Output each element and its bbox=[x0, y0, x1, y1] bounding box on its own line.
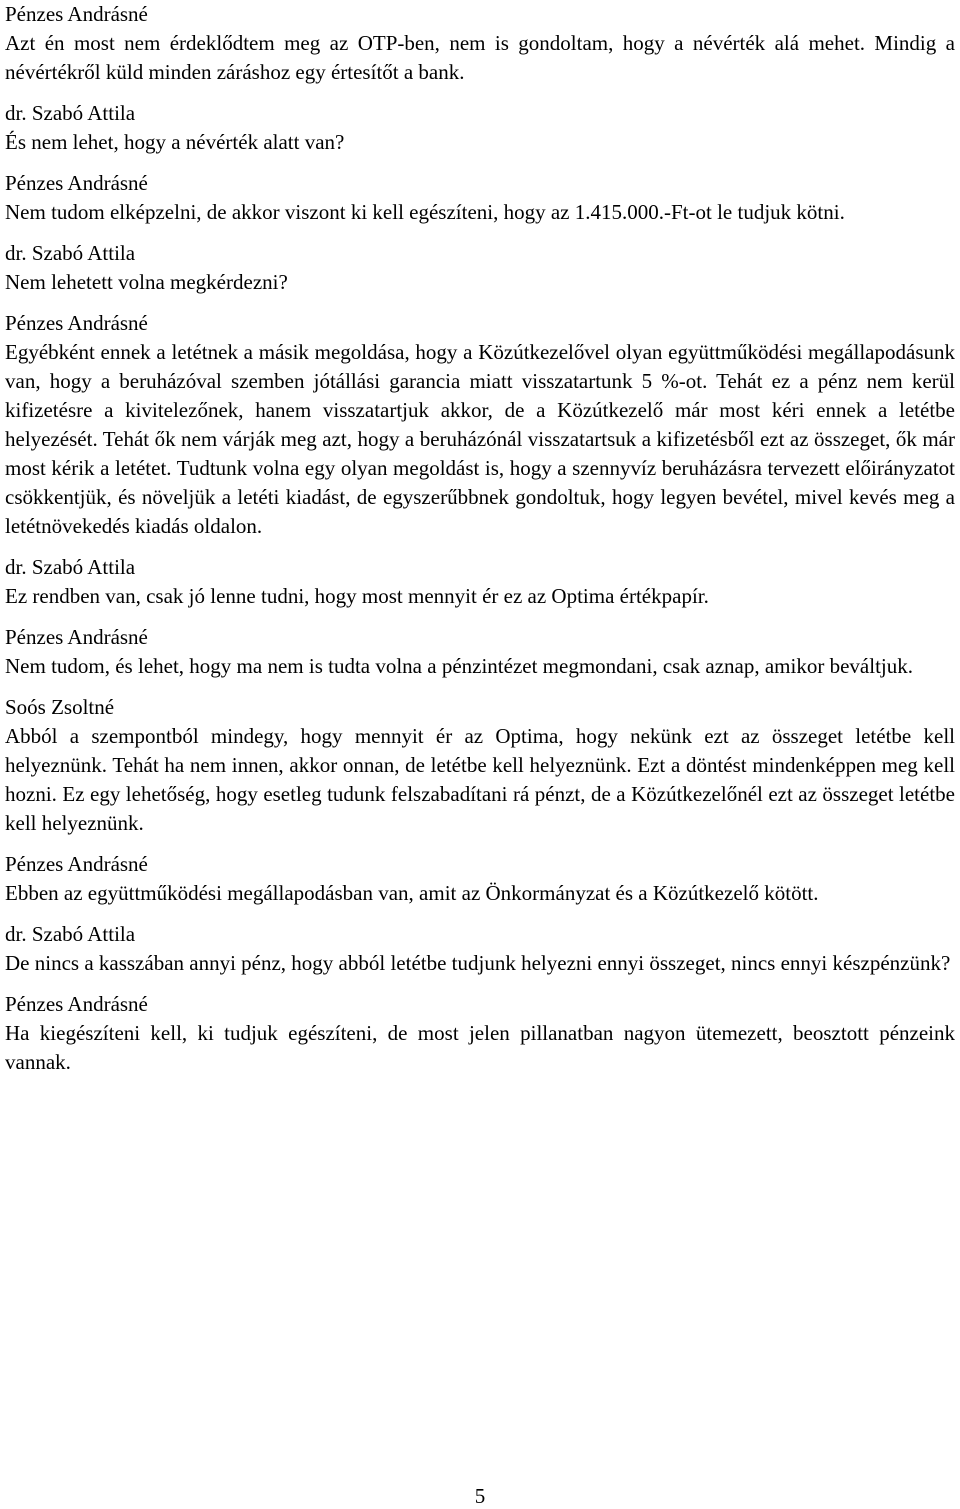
document-page bbox=[5, 0, 955, 1089]
speaker-name: Soós Zsoltné bbox=[5, 695, 115, 719]
transcript-entry bbox=[5, 169, 955, 227]
speaker-name: Pénzes Andrásné bbox=[5, 311, 148, 335]
transcript-entry bbox=[5, 850, 955, 908]
speech-text: Nem tudom elképzelni, de akkor viszont ki kell egészíteni, hogy az 1.415.000.-Ft-ot le tudjuk kötni. bbox=[5, 200, 845, 224]
speech-text: Azt én most nem érdeklődtem meg az OTP-ben, nem is gondoltam, hogy a névérték alá mehet. Mindig a névértékről küld minden záráshoz egy értesítőt a bank. bbox=[5, 31, 955, 84]
speaker-name: Pénzes Andrásné bbox=[5, 852, 148, 876]
speaker-name: dr. Szabó Attila bbox=[5, 101, 136, 125]
speaker-name: dr. Szabó Attila bbox=[5, 555, 136, 579]
transcript-entry bbox=[5, 239, 955, 297]
speaker-name: Pénzes Andrásné bbox=[5, 992, 148, 1016]
transcript-entry bbox=[5, 0, 955, 87]
transcript-entry bbox=[5, 99, 955, 157]
speaker-name: dr. Szabó Attila bbox=[5, 241, 136, 265]
speech-text: Ez rendben van, csak jó lenne tudni, hogy most mennyit ér ez az Optima értékpapír. bbox=[5, 584, 709, 608]
speech-text: Nem tudom, és lehet, hogy ma nem is tudta volna a pénzintézet megmondani, csak aznap, amikor beváltjuk. bbox=[5, 654, 913, 678]
speaker-name: Pénzes Andrásné bbox=[5, 171, 148, 195]
transcript-entry bbox=[5, 920, 955, 978]
page-number: 5 bbox=[474, 1484, 486, 1508]
speech-text: Ebben az együttműködési megállapodásban van, amit az Önkormányzat és a Közútkezelő kötött. bbox=[5, 881, 819, 905]
transcript-entry bbox=[5, 693, 955, 838]
speech-text: Egyébként ennek a letétnek a másik megoldása, hogy a Közútkezelővel olyan együttműködési megállapodásunk van, hogy a beruházóval szemben jótállási garancia miatt visszatartunk 5 %-ot. Tehát ez a pénz nem kerül kifizetésre a kivitelezőnek, hanem visszatartjuk akkor, de a Közútkezelő már most kéri ennek a letétbe helyezését. Tehát ők nem várják meg azt, hogy a beruházónál visszatartsuk a kifizetésből ezt az összeget, ők már most kérik a letétet. Tudtunk volna egy olyan megoldást is, hogy a szennyvíz beruházásra tervezett előirányzatot csökkentjük, és növeljük a letéti kiadást, de egyszerűbbnek gondoltuk, hogy legyen bevétel, mivel kevés meg a letétnövekedés kiadás oldalon. bbox=[5, 340, 955, 538]
transcript-entry bbox=[5, 553, 955, 611]
speech-text: Nem lehetett volna megkérdezni? bbox=[5, 270, 288, 294]
speech-text: Ha kiegészíteni kell, ki tudjuk egészíteni, de most jelen pillanatban nagyon ütemezett, beosztott pénzeink vannak. bbox=[5, 1021, 955, 1074]
transcript-entry bbox=[5, 990, 955, 1077]
transcript-entry bbox=[5, 309, 955, 541]
speech-text: De nincs a kasszában annyi pénz, hogy abból letétbe tudjunk helyezni ennyi összeget, nincs ennyi készpénzünk? bbox=[5, 951, 951, 975]
speech-text: És nem lehet, hogy a névérték alatt van? bbox=[5, 130, 345, 154]
speaker-name: dr. Szabó Attila bbox=[5, 922, 136, 946]
speech-text: Abból a szempontból mindegy, hogy mennyit ér az Optima, hogy nekünk ezt az összeget letétbe kell helyeznünk. Tehát ha nem innen, akkor onnan, de letétbe kell helyeznünk. Ezt a döntést mindenképpen meg kell hozni. Ez egy lehetőség, hogy esetleg tudunk felszabadítani rá pénzt, de a Közútkezelőnél ezt az összeget letétbe kell helyeznünk. bbox=[5, 724, 955, 835]
speaker-name: Pénzes Andrásné bbox=[5, 625, 148, 649]
speaker-name: Pénzes Andrásné bbox=[5, 2, 148, 26]
transcript-entry bbox=[5, 623, 955, 681]
